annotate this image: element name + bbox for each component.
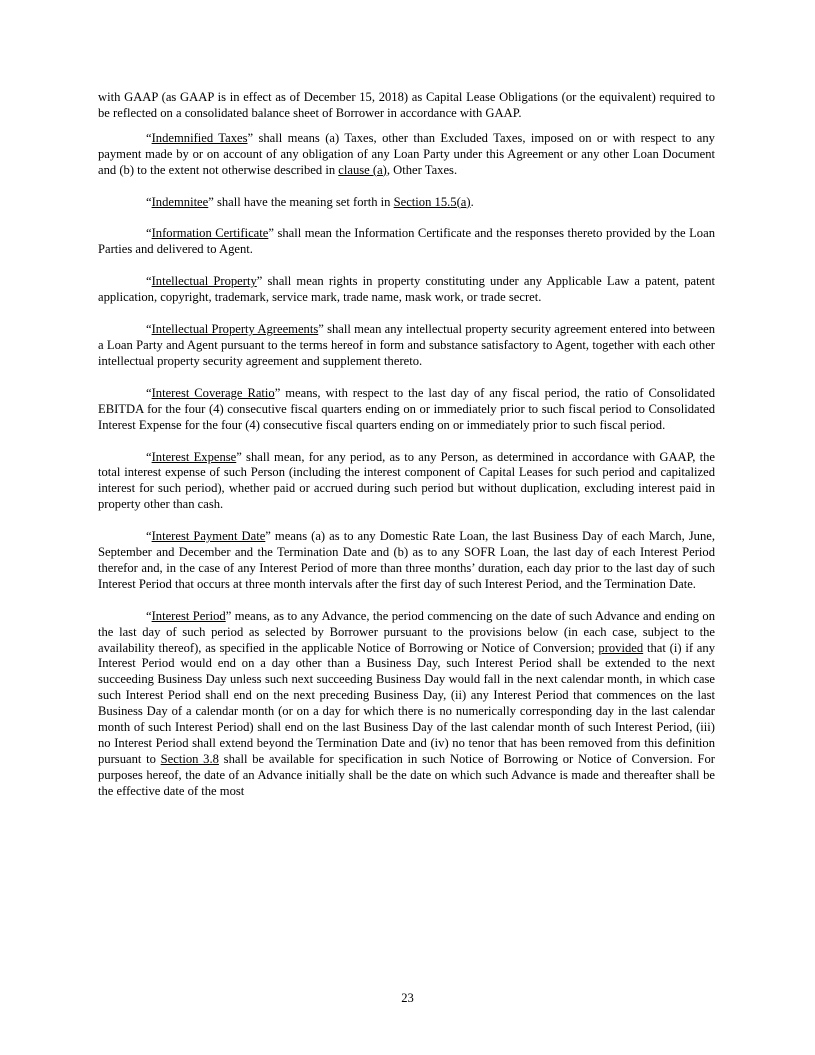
definition-interest-period: “Interest Period” means, as to any Advance, the period commencing on the date of such Advance and ending on the last day of such period as selected by Borrower pursuant to the provisions below (in each case, subject to the availability thereof), as specified in the applicable Notice of Borrowing or Notice of Conversion; provided that (i) if any Interest Period would end on a day other than a Business Day, such Interest Period shall be extended to the next succeeding Business Day unless such next succeeding Business Day would fall in the next calendar month, in which case such Interest Period shall end on the next preceding Business Day, (ii) any Interest Period that commences on the last Business Day of a calendar month (or on a day for which there is no numerically corresponding day in the last calendar month of such Interest Period) shall end on the last Business Day of the last calendar month of such Interest Period, (iii) no Interest Period shall extend beyond the Termination Date and (iv) no tenor that has been removed from this definition pursuant to Section 3.8 shall be available for specification in such Notice of Borrowing or Notice of Conversion. For purposes hereof, the date of an Advance initially shall be the date on which such Advance is made and thereafter shall be the effective date of the most [98, 608, 715, 798]
cross-reference: Section 3.8 [160, 751, 219, 766]
defined-term: Indemnified Taxes [151, 130, 248, 145]
defined-term: Interest Expense [151, 449, 237, 464]
cross-reference: clause (a) [338, 162, 387, 177]
continuation-paragraph: with GAAP (as GAAP is in effect as of December 15, 2018) as Capital Lease Obligations (or the equivalent) required to be reflected on a consolidated balance sheet of Borrower in accordance with GAAP. [98, 90, 715, 120]
defined-term: Interest Period [151, 608, 226, 623]
definition-indemnitee: “Indemnitee” shall have the meaning set forth in Section 15.5(a). [146, 194, 474, 209]
document-body [98, 90, 715, 816]
definition-intellectual-property: “Intellectual Property” shall mean rights in property constituting under any Applicable Law a patent, patent application, copyright, trademark, service mark, trade name, mask work, or trade secret. [98, 274, 716, 305]
page-number: 23 [401, 991, 414, 1005]
defined-term: Indemnitee [151, 194, 209, 209]
defined-term: Interest Payment Date [151, 529, 266, 544]
definition-interest-coverage-ratio: “Interest Coverage Ratio” means, with respect to the last day of any fiscal period, the ratio of Consolidated EBITDA for the four (4) consecutive fiscal quarters ending on or immediately prior to such fiscal period to Consolidated Interest Expense for the four (4) consecutive fiscal quarters ending on or immediately prior to such fiscal period. [98, 385, 715, 432]
defined-term: Intellectual Property [151, 274, 257, 289]
cross-reference: provided [598, 640, 644, 655]
definition-indemnified-taxes: “Indemnified Taxes” shall means (a) Taxes, other than Excluded Taxes, imposed on or with respect to any payment made by or on account of any obligation of any Loan Party under this Agreement or any other Loan Document and (b) to the extent not otherwise described in clause (a), Other Taxes. [98, 130, 715, 177]
defined-term: Intellectual Property Agreements [151, 322, 319, 337]
defined-term: Interest Coverage Ratio [151, 385, 275, 400]
cross-reference: Section 15.5(a) [393, 194, 471, 209]
definition-interest-payment-date: “Interest Payment Date” means (a) as to any Domestic Rate Loan, the last Business Day of each March, June, September and December and the Termination Date and (b) as to any SOFR Loan, the last day of each Interest Period therefor and, in the case of any Interest Period of more than three months’ duration, each day prior to the last day of such Interest Period that occurs at three month intervals after the first day of such Interest Period, and the Termination Date. [98, 529, 716, 591]
definition-information-certificate: “Information Certificate” shall mean the Information Certificate and the responses thereto provided by the Loan Parties and delivered to Agent. [98, 226, 715, 257]
definition-intellectual-property-agreements: “Intellectual Property Agreements” shall mean any intellectual property security agreement entered into between a Loan Party and Agent pursuant to the terms hereof in form and substance satisfactory to Agent, together with each other intellectual property security agreement and supplement thereto. [98, 322, 715, 368]
defined-term: Information Certificate [151, 226, 269, 241]
definition-interest-expense: “Interest Expense” shall mean, for any period, as to any Person, as determined in accordance with GAAP, the total interest expense of such Person (including the interest component of Capital Leases for such period and capitalized interest for such period), whether paid or accrued during such period but without duplication, excluding interest paid in property other than cash. [98, 449, 716, 512]
